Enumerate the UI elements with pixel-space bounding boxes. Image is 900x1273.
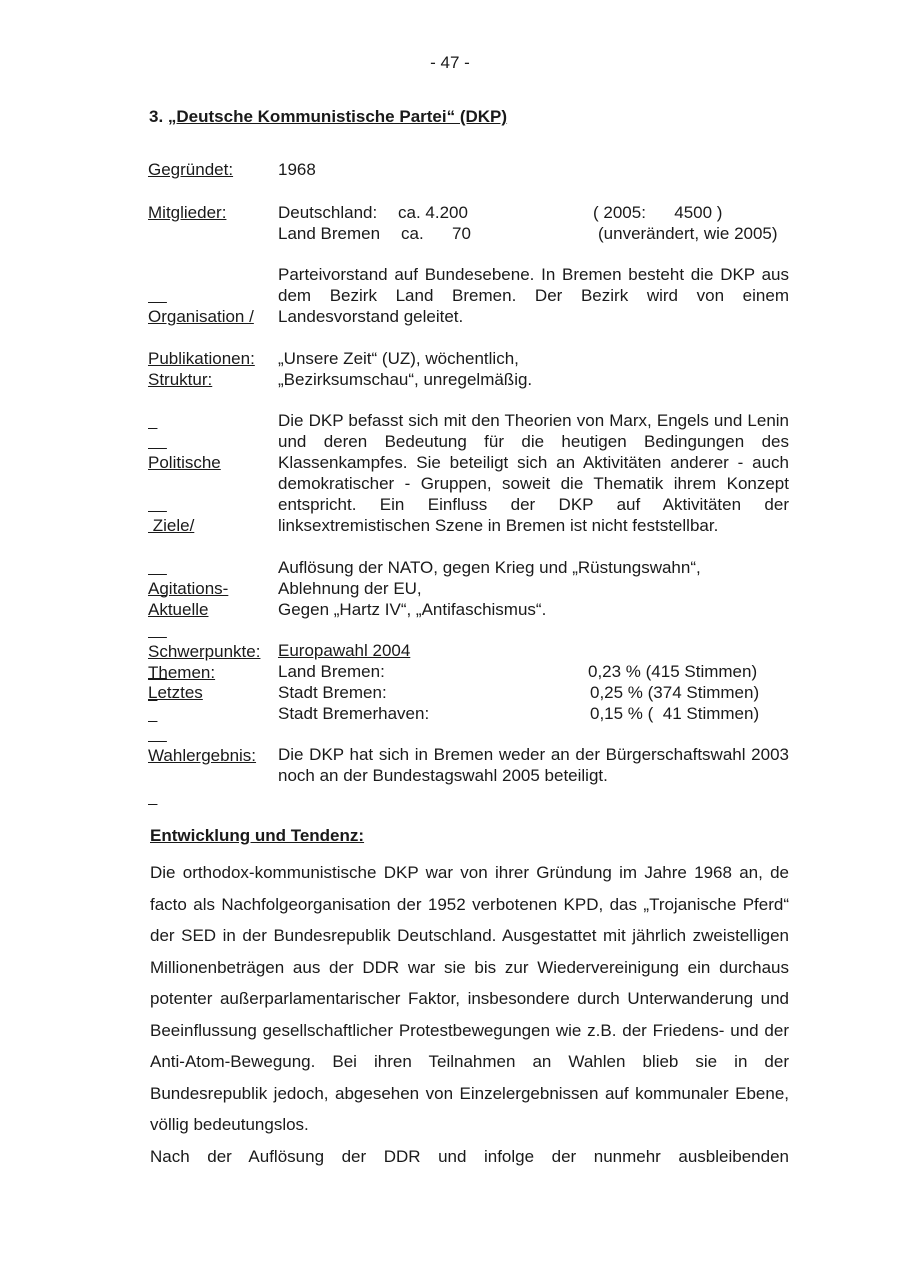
founded-value: 1968 (278, 160, 316, 179)
organisation-label-line: Struktur: (148, 370, 213, 389)
publication-item: „Unsere Zeit“ (UZ), wöchentlich, (278, 349, 519, 368)
publications-label: Publikationen: (148, 349, 255, 368)
election-label-line: Wahlergebnis: (148, 746, 257, 765)
goals-text: Die DKP befasst sich mit den Theorien von Marx, Engels und Lenin und deren Bedeutung für die heutigen Bedingungen des Klassenkampfes. Sie beteiligt sich an Aktivitäten anderer - auch demokratischer - Gruppen, soweit die Thematik ihrem Konzept entspricht. Ein Einfluss der DKP auf Aktivitäten der linksextremistischen Szene in Bremen ist nicht feststellbar. (278, 411, 789, 535)
election-label (148, 640, 256, 808)
goals-label-line: Ziele/ (148, 516, 195, 535)
members-count: ca. 70 (401, 224, 471, 243)
publications-value (278, 348, 789, 390)
members-note: ( 2005: 4500 ) (593, 203, 723, 222)
section-title-text: „Deutsche Kommunistische Partei“ (DKP) (167, 107, 508, 126)
section-number: 3. (149, 107, 168, 126)
election-area: Land Bremen: (278, 662, 385, 681)
members-value (278, 202, 789, 244)
topic-item: Gegen „Hartz IV“, „Antifaschismus“. (278, 600, 547, 619)
election-results (278, 640, 789, 730)
election-result: 0,23 % (415 Stimmen) (588, 662, 758, 681)
topics-value (278, 557, 789, 620)
members-note: (unverändert, wie 2005) (598, 224, 778, 243)
members-region: Land Bremen (278, 224, 381, 243)
members-count: ca. 4.200 (398, 203, 468, 222)
election-name: Europawahl 2004 (278, 641, 411, 660)
topics-label-line: Aktuelle (148, 600, 209, 619)
organisation-text: Parteivorstand auf Bundesebene. In Bremen besteht die DKP aus dem Bezirk Land Bremen. Der Bezirk wird von einem Landesvorstand geleitet. (278, 265, 789, 326)
development-body (150, 857, 789, 1172)
development-paragraph: Nach der Auflösung der DDR und infolge der nunmehr ausbleibenden (150, 1146, 789, 1166)
election-label-line: Letztes (148, 683, 203, 702)
founded-label: Gegründet: (148, 160, 234, 179)
page-number: - 47 - (430, 53, 470, 72)
goals-label-line: Schwerpunkte: (148, 642, 261, 661)
topic-item: Auflösung der NATO, gegen Krieg und „Rüstungswahn“, (278, 558, 701, 577)
goals-label-line: Politische (148, 453, 221, 472)
topic-item: Ablehnung der EU, (278, 579, 422, 598)
topics-label-line: Themen: (148, 663, 216, 682)
organisation-label-line: Organisation / (148, 307, 254, 326)
election-note: Die DKP hat sich in Bremen weder an der Bürgerschaftswahl 2003 noch an der Bundestagswahl 2005 beteiligt. (278, 745, 789, 785)
election-result: 0,15 % ( 41 Stimmen) (590, 704, 760, 723)
development-paragraph: Die orthodox-kommunistische DKP war von ihrer Gründung im Jahre 1968 an, de facto als Nachfolgeorganisation der 1952 verbotenen KPD, das „Trojanische Pferd“ der SED in der Bundesrepublik Deutschland. Ausgestattet mit jährlich zweistelligen Millionenbeträgen aus der DDR war sie bis zur Wiedervereinigung ein durchaus potenter außerparlamentarischer Faktor, insbesondere durch Unterwanderung und Beeinflussung gesellschaftlicher Protestbewegungen wie z.B. der Friedens- und der Anti-Atom-Bewegung. Bei ihren Teilnahmen an Wahlen blieb sie in der Bundesrepublik jedoch, abgesehen von Einzelergebnissen auf kommunaler Ebene, völlig bedeutungslos. (150, 863, 789, 1134)
members-region: Deutschland: (278, 203, 378, 222)
election-area: Stadt Bremen: (278, 683, 387, 702)
goals-label-line: Agitations- (148, 579, 229, 598)
publication-item: „Bezirksumschau“, unregelmäßig. (278, 370, 533, 389)
election-result: 0,25 % (374 Stimmen) (590, 683, 760, 702)
members-label: Mitglieder: (148, 203, 227, 222)
development-heading: Entwicklung und Tendenz: (150, 826, 365, 845)
election-area: Stadt Bremerhaven: (278, 704, 430, 723)
section-title (149, 107, 507, 127)
